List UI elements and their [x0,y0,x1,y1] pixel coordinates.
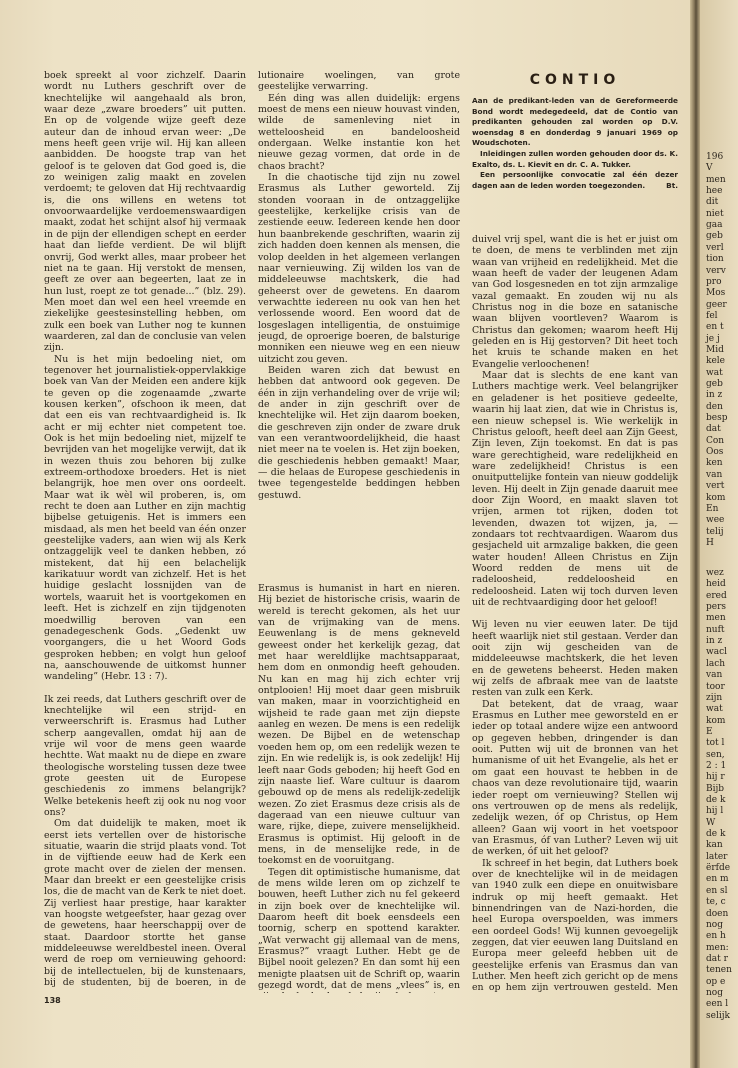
adjacent-page-fragment: selijk [706,1010,730,1021]
paragraph: boek spreekt al voor zichzelf. Daarin wordt nu Luthers geschrift over de knechtelijke wil aangehaald als bron, waar deze „zware broeders” uit putten. En op de volgende wijze geeft deze auteur dan de inhoud ervan weer: „De mens heeft geen vrije wil. Hij kan alleen aanbidden. De hoogste trap van het geloof is te geloven dat God goed is, die zo weinigen zalig maakt en zovelen verdoemt; te geloven dat Hij rechtvaardig is, die ons willens en wetens tot onvoorwaardelijke verdoemenswaardigen maakt, zodat het schijnt alsof hij vermaak in de pijn der ellendigen schept en eerder haat dan liefde verdient. De wil blijft onvrij, God werkt alles, maar probeer het niet na te gaan. Hij verstokt de mensen, geeft ze over aan begeerten, laat ze in hun lust, roept ze tot genade...” (blz. 29). Men moet dan wel een heel vreemde en ziekelijke geestesinstelling hebben, om zulk een boek van Luther nog te kunnen waarderen, zal dan de conclusie van velen zijn. [44,70,246,354]
adjacent-page-fragment: verl [706,242,724,253]
adjacent-page-fragment: je j [706,333,720,344]
adjacent-page-fragment: hee [706,186,723,197]
signature: Bt. [666,180,678,190]
adjacent-page-fragment: pers [706,602,727,613]
adjacent-page-fragment: Con [706,435,725,446]
adjacent-page-fragment: de k [706,795,726,805]
adjacent-page-fragment: telij [706,526,724,537]
adjacent-page-fragment: later [706,851,728,862]
adjacent-page-fragment: hij r [706,772,725,783]
adjacent-page-fragment: nog [706,987,723,998]
invitation-body: Een persoonlijke convocatie zal één dezer dagen aan de leden worden toegezonden. [472,170,678,190]
adjacent-page-fragment: doen [706,908,729,919]
adjacent-page-fragment: wat [706,367,723,378]
adjacent-page-fragment: 2 : 1 [706,760,727,771]
adjacent-page-fragment: wee [706,515,725,526]
paragraph: Tegen dit optimistische humanisme, dat de mens wilde leren om op zichzelf te bouwen, heeft Luther zich nu fel gekeerd in zijn boek over de knechtelijke wil. Daarom heeft dit boek eensdeels een toornig, scherp en spottend karakter. „Wat verwacht gij allemaal van de mens, Erasmus?” vraagt Luther. Hebt ge de Bijbel nooit gelezen? En dan somt hij een menigte plaatsen uit de Schrift op, waarin gezegd wordt, dat de mens „vlees” is, en [258,866,460,992]
adjacent-page-fragment: vert [706,481,725,492]
text-column-1 [44,70,246,990]
adjacent-page-fragment: nog [706,919,723,930]
adjacent-page-fragment: geer [706,299,727,310]
adjacent-page-fragment: pro [706,276,722,287]
adjacent-page-fragment: en h [706,931,726,942]
adjacent-page-edge [700,0,738,1068]
adjacent-page-fragment: nuft [706,624,725,635]
adjacent-page-fragment: en sl [706,885,728,896]
adjacent-page-fragment: toor [706,681,725,692]
paragraph: Dat betekent, dat de vraag, waar Erasmus en Luther mee geworsteld en er ieder op totaal andere wijze een antwoord op gegeven hebben, dringender is dan ooit. Putten wij uit de bronnen van het humanisme of uit het Evangelie, als het er om gaat een houvast te hebben in de chaos van deze revolutionaire tijd, waarin ieder roept om vernieuwing? Stellen wij ons vertrouwen op de mens als redelijk, zedelijk wezen, óf op Christus, op Hem alleen? Gaan wij voort in het voetspoor van Erasmus, óf van Luther? Leven wij uit de werken, óf uit het geloof? [472,698,678,858]
adjacent-page-fragment: van [706,670,723,681]
adjacent-page-fragment: gaa [706,220,723,231]
adjacent-page-fragment: van [706,469,723,480]
adjacent-page-fragment: Oos [706,447,724,458]
adjacent-page-fragment: dat [706,424,721,435]
adjacent-page-fragment: dit [706,197,719,208]
adjacent-page-fragment: in z [706,390,723,401]
paragraph: Ik zei reeds, dat Luthers geschrift over de knechtelijke wil een strijd- en verweerschrift is. Erasmus had Luther scherp aangevallen, omdat hij aan de vrije wil voor de mens geen waarde hechtte. Wat maakt nu de diepe en zware theologische worsteling tussen deze twee grote geesten uit de Europese geschiedenis zo immens belangrijk? Welke betekenis heeft zij ook nu nog voor ons? [44,693,246,818]
paragraph: Om dat duidelijk te maken, moet ik eerst iets vertellen over de historische situatie, waarin die strijd plaats vond. Tot in de vijftiende eeuw had de Kerk een grote macht over de zielen der mensen. Maar dan breekt er een geestelijke crisis los, die de macht van de Kerk te niet doet. Zij verliest haar prestige, haar karakter van hoogste wetgeefster, haar gezag over de gewetens, haar heerschappij over de staat. Daardoor stortte het ganse middeleeuwse wereldbestel ineen. Overal werd de roep om vernieuwing gehoord: bij de intellectuelen, bij de kunstenaars, bij de studenten, bij de boeren, in de [44,818,246,989]
adjacent-page-fragment: de k [706,829,726,840]
adjacent-page-fragment: dat r [706,953,728,964]
adjacent-page-fragment: 196 [706,152,724,162]
adjacent-page-fragment: heid [706,579,726,590]
adjacent-page-fragment: sen, [706,749,725,760]
paragraph: duivel vrij spel, want die is het er juist om te doen, de mens te verblinden met zijn waan van vrijheid en redelijkheid. Met die waan heeft de vader der leugenen Adam van God losgesneden en tot zijn armzalige vazal gemaakt. En zouden wij nu als Christus nog in die boze en satanische waan blijven voortleven? Waarom is Christus dan gekomen; waarom heeft Hij geleden en is Hij gestorven? Dit heet toch het kruis te schande maken en het Evangelie verloochenen! [472,234,678,370]
adjacent-page-fragment: tenen [706,965,732,976]
adjacent-page-fragment: zijn [706,692,723,703]
adjacent-page-fragment: men: [706,942,729,953]
adjacent-page-fragment: den [706,401,723,412]
adjacent-page-fragment: kom [706,492,726,503]
text-column-2b [258,583,460,993]
contio-heading: CONTIO [529,72,621,88]
adjacent-page-fragment: niet [706,208,724,219]
adjacent-page-fragment: tot l [706,738,725,749]
adjacent-page-fragment: men [706,174,726,185]
contio-announcement [472,96,678,191]
adjacent-page-fragment: H [706,537,714,548]
adjacent-page-fragment: ken [706,458,723,469]
paragraph: In die chaotische tijd zijn nu zowel Erasmus als Luther geworteld. Zij stonden vooraan in de ontzaggelijke geestelijke, kerkelijke crisis van de zestiende eeuw. Iedereen kende hen door hun baanbrekende geschriften, waarin zij zich hadden doen kennen als mensen, die volop deelden in het algemeen verlangen naar vernieuwing. Zij wilden los van de middeleeuwse machtskerk, die had geheerst over de gewetens. En daarom verwachtte iedereen nu ook van hen het verlossende woord. Een woord dat de losgeslagen intelligentia, de onstuimige jeugd, de oproerige boeren, de balsturige monniken een nieuwe weg en een nieuw uitzicht zou geven. [258,172,460,365]
paragraph: Wij leven nu vier eeuwen later. De tijd heeft waarlijk niet stil gestaan. Verder dan ooit zijn wij gescheiden van de middeleeuwse machtskerk, die het leven en de gewetens beheerst. Heden maken wij zelfs de afbraak mee van de laatste resten van zulk een Kerk. [472,619,678,699]
adjacent-page-fragment: wat [706,704,723,715]
adjacent-page-fragment: op e [706,976,726,987]
adjacent-page-fragment: verv [706,265,726,276]
adjacent-page-fragment: ered [706,590,727,601]
adjacent-page-fragment: En [706,503,719,514]
adjacent-page-fragment: wez [706,568,724,578]
text-column-3 [472,234,678,994]
adjacent-page-fragment: wacl [706,647,727,658]
adjacent-page-fragment: tion [706,254,724,265]
adjacent-page-fragment: W [706,817,716,828]
paragraph: Maar dat is slechts de ene kant van Luthers machtige werk. Veel belangrijker en geladener is het positieve gedeelte, waarin hij laat zien, dat wie in Christus is, een nieuw schepsel is. Wie werkelijk in Christus gelooft, heeft deel aan Zijn Geest, Zijn leven, Zijn toekomst. En dat is pas ware gerechtigheid, ware redelijkheid en ware zedelijkheid! Christus is een onuitputtelijke fontein van nieuw goddelijk leven. Hij deelt in Zijn genade daaruit mee door Zijn Woord, en maakt slaven tot vrijen, armen tot rijken, doden tot levenden, dwazen tot wijzen, ja, — zondaars tot rechtvaardigen. Waarom dus gesjacheld uit armzalige bakken, die geen water houden! Alleen Christus en Zijn Woord redden de mens uit de radeloosheid, reddeloosheid en redeloosheid. Laten wij toch durven leven uit de rechtvaardiging door het geloof! [472,370,678,608]
paragraph: Beiden waren zich dat bewust en hebben dat antwoord ook gegeven. De één in zijn verhandeling over de vrije wil; de ander in zijn geschrift over de knechtelijke wil. Het zijn daarom boeken, die geschreven zijn onder de zware druk van een verantwoordelijkheid, die haast niet meer na te voelen is. Het zijn boeken, die geschiedenis hebben gemaakt! Maar, — die helaas de Europese geschiedenis in twee tegengestelde beddingen hebben gestuwd. [258,364,460,501]
adjacent-page-fragment: te, c [706,897,726,908]
adjacent-page-fragment: kom [706,715,726,726]
adjacent-page-fragment: ërfde [706,863,731,874]
binding-gutter [690,0,700,1068]
adjacent-page-fragment: geb [706,231,723,242]
adjacent-page-fragment: V [706,163,713,174]
adjacent-page-fragment: een l [706,999,729,1010]
adjacent-page-fragment: en m [706,874,729,885]
adjacent-page-fragment: geb [706,379,723,389]
adjacent-page-fragment: kele [706,356,725,367]
paragraph: Eén ding was allen duidelijk: ergens moest de mens een nieuw houvast vinden, wilde de samenleving niet in wetteloosheid en bandeloosheid ondergaan. Welke instantie kon het nieuwe gezag vormen, dat orde in de chaos bracht? [258,92,460,172]
adjacent-page-fragment: Mid [706,344,724,355]
adjacent-page-fragment: lach [706,658,726,669]
page-number: 138 [44,996,61,1005]
adjacent-page-fragment: kan [706,840,723,851]
adjacent-page-fragment: E [706,726,713,737]
adjacent-page-fragment: Bijb [706,783,725,794]
invitation-text [472,170,678,191]
paragraph: lutionaire woelingen, van grote geestelijke verwarring. [258,70,460,93]
adjacent-page-fragment: en t [706,322,724,333]
adjacent-page-fragment: Mos [706,288,726,299]
adjacent-page-fragment: hij l [706,806,724,817]
paragraph: Ik schreef in het begin, dat Luthers boek over de knechtelijke wil in de meidagen van 1940 zulk een diepe en onuitwisbare indruk op mij heeft gemaakt. Het binnendringen van de Nazi-horden, die heel Europa overspoelden, was immers een oordeel Gods! Wij kunnen gevoegelijk zeggen, dat vier eeuwen lang Duitsland en Europa meer geleefd hebben uit de geestelijke erfenis van Erasmus dan van Luther. Men heeft zich gericht op de mens en op hem zijn vertrouwen gesteld. Men [472,857,678,994]
paragraph: Erasmus is humanist in hart en nieren. Hij beziet de historische crisis, waarin de wereld is terecht gekomen, als het uur van de vrijmaking van de mens. Eeuwenlang is de mens gekneveld geweest onder het kerkelijk gezag, dat met haar wereldlijke machtsapparaat, hem dom en onmondig heeft gehouden. Nu kan en mag hij zich echter vrij ontplooien! Hij moet daar geen misbruik van maken, maar in voorzichtigheid en wijsheid te rade gaan met zijn diepste aanleg en wezen. De mens is een redelijk wezen. De Bijbel en de wetenschap voeden hem op, om een redelijk wezen te zijn. En wie redelijk is, is ook zedelijk! Hij leeft naar Gods geboden; hij heeft God en zijn naaste lief. Ware cultuur is daarom gebouwd op de mens als redelijk-zedelijk wezen. Zo ziet Erasmus deze crisis als de dageraad van een nieuwe cultuur van ware, rijke, diepe, zuivere menselijkheid. Erasmus is optimist. Hij gelooft in de mens, in de menselijke rede, in de toekomst en de vooruitgang. [258,583,460,867]
text-column-2 [258,70,460,572]
adjacent-page-fragment: fel [706,310,718,321]
paragraph: Nu is het mijn bedoeling niet, om tegenover het journalistiek-oppervlakkige boek van Van der Meiden een andere kijk te geven op die zogenaamde „zwarte kousen kerken”, ofschoon ik meen, dat dat een eis van rechtvaardigheid is. Ik acht er mij echter niet competent toe. Ook is het mijn bedoeling niet, mijzelf te bevrijden van het mogelijke verwijt, dat ik in wezen thuis zou behoren bij zulke extreem-orthodoxe broeders. Het is niet belangrijk, hoe men over ons oordeelt. Maar wat ik wèl wil proberen, is, om recht te doen aan Luther en zijn machtig bijbelse getuigenis. Het is immers een misdaad, als men het beeld van één onzer geestelijke vaders, aan wien wij als Kerk ontzaggelijk veel te danken hebben, zó mistekent, dat hij een belachelijk karikatuur wordt van zichzelf. Het is het huidige geslacht lossnijden van de wortels, waaruit het is voortgekomen en leeft. Het is zichzelf en zijn tijdgenoten moedwillig beroven van een genadegeschenk Gods. „Gedenkt uw voorgangers, die u het Woord Gods gesproken hebben; en volgt hun geloof na, aanschouwende de uitkomst hunner wandeling” (Hebr. 13 : 7). [44,353,246,683]
announcement-text: Aan de predikant-leden van de Gereformeerde Bond wordt medegedeeld, dat de Contio van predikanten gehouden zal worden op D.V. woensdag 8 en donderdag 9 januari 1969 op Woudschoten. [472,96,678,148]
adjacent-page-fragment: men [706,613,726,624]
adjacent-page-fragment: in z [706,636,723,647]
speakers-text: Inleidingen zullen worden gehouden door ds. K. Exalto, ds. L. Kievit en dr. C. A. Tukker. [472,148,678,169]
adjacent-page-fragment: besp [706,413,728,424]
